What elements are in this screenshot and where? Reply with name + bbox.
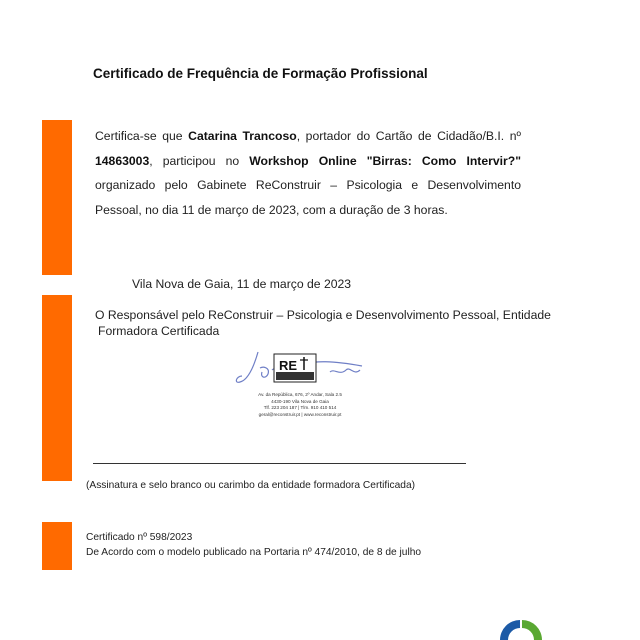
certificate-body	[95, 124, 521, 222]
participant-id: 14863003	[95, 153, 150, 168]
body-participated: , participou no	[149, 153, 240, 168]
workshop-name: Workshop Online "Birras: Como Intervir?"	[249, 153, 521, 168]
certificate-reference: De Acordo com o modelo publicado na Portaria nº 474/2010, de 8 de julho	[86, 547, 422, 558]
signature-line	[93, 463, 466, 464]
responsible-line-2: Formadora Certificada	[98, 324, 220, 338]
stamp-line-3: Tlf. 223 204 187 | Tlm. 910 410 514	[263, 405, 337, 411]
stamp-address	[250, 392, 350, 418]
reconstruir-logo-icon	[492, 614, 552, 640]
certificate-number: Certificado nº 598/2023	[86, 532, 193, 543]
body-intro: Certifica-se que	[95, 129, 183, 143]
body-organizer: organizado pelo Gabinete ReConstruir – Psicologia e Desenvolvimento Pessoal, no dia 11 de março de 2023, com a duração de 3 horas.	[95, 178, 521, 217]
stamp-line-1: Av. da República, 676, 2º Andar, Sala 2.5	[258, 392, 342, 397]
responsible-statement	[95, 307, 555, 339]
place-date: Vila Nova de Gaia, 11 de março de 2023	[132, 277, 352, 291]
stamp-line-2: 4430-190 Vila Nova de Gaia	[271, 398, 329, 404]
accent-bar-bottom	[42, 522, 72, 570]
accent-bar-top	[42, 120, 72, 275]
page-title: Certificado de Frequência de Formação Profissional	[93, 66, 428, 81]
stamp-logo-text: RE	[279, 358, 298, 373]
stamp-line-4: geral@reconstruir.pt | www.reconstruir.pt	[258, 411, 342, 417]
responsible-line-1: O Responsável pelo ReConstruir – Psicologia e Desenvolvimento Pessoal, Entidade	[95, 308, 551, 322]
body-id-label: , portador do Cartão de Cidadão/B.I. nº	[296, 129, 522, 143]
signature-caption: (Assinatura e selo branco ou carimbo da entidade formadora Certificada)	[86, 480, 416, 491]
participant-name: Catarina Trancoso	[188, 129, 297, 143]
accent-bar-middle	[42, 295, 72, 481]
